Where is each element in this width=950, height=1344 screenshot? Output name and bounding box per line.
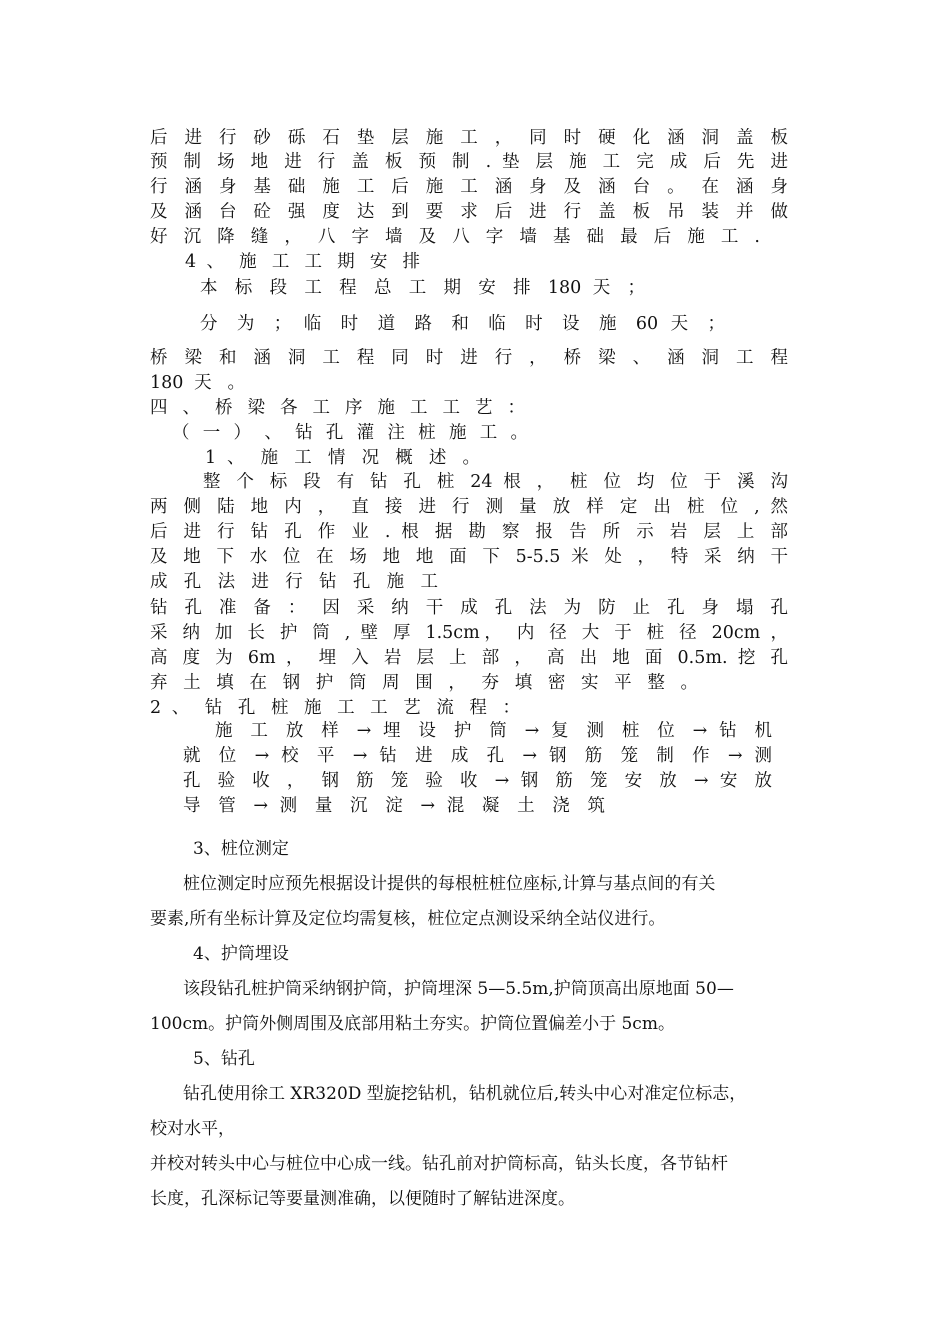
text-line: 高 度 为 6m ， 埋 入 岩 层 上 部 ， 高 出 地 面 0.5m. 挖 孔 bbox=[150, 648, 788, 668]
text-line: 后 进 行 钻 孔 作 业 . 根 据 勘 察 报 告 所 示 岩 层 上 部 bbox=[150, 522, 788, 542]
section-heading: 4、护筒埋设 bbox=[193, 944, 289, 964]
section-heading: 四 、 桥 梁 各 工 序 施 工 工 艺 ： bbox=[150, 398, 525, 418]
text-line: 行 涵 身 基 础 施 工 后 施 工 涵 身 及 涵 台 。 在 涵 身 bbox=[150, 177, 788, 197]
text-line: 分 为 ； 临 时 道 路 和 临 时 设 施 60 天 ； bbox=[200, 314, 725, 334]
text-line: 及 地 下 水 位 在 场 地 地 面 下 5-5.5 米 处 ， 特 采 纳 干 bbox=[150, 547, 788, 567]
text-line: 预 制 场 地 进 行 盖 板 预 制 . 垫 层 施 工 完 成 后 先 进 bbox=[150, 152, 788, 172]
text-line: 钻 孔 准 备 ： 因 采 纳 干 成 孔 法 为 防 止 孔 身 塌 孔 bbox=[150, 598, 788, 618]
text-line: 桥 梁 和 涵 洞 工 程 同 时 进 行 ， 桥 梁 、 涵 洞 工 程 bbox=[150, 348, 788, 368]
flow-line: 导 管 → 测 量 沉 淀 → 混 凝 土 浇 筑 bbox=[183, 796, 605, 816]
flow-line: 孔 验 收 ， 钢 筋 笼 验 收 → 钢 筋 笼 安 放 → 安 放 bbox=[183, 771, 772, 791]
text-line: 整 个 标 段 有 钻 孔 桩 24 根 ， 桩 位 均 位 于 溪 沟 bbox=[203, 472, 788, 492]
section-heading: 3、桩位测定 bbox=[193, 839, 289, 859]
text-line: 采 纳 加 长 护 筒 , 壁 厚 1.5cm， 内 径 大 于 桩 径 20cm ， bbox=[150, 623, 788, 643]
text-line: 180 天 。 bbox=[150, 373, 245, 393]
flow-line: 就 位 → 校 平 → 钻 进 成 孔 → 钢 筋 笼 制 作 → 测 bbox=[183, 746, 772, 766]
text-line: 后 进 行 砂 砾 石 垫 层 施 工 ， 同 时 硬 化 涵 洞 盖 板 bbox=[150, 128, 788, 148]
section-heading: 5、钻孔 bbox=[193, 1049, 255, 1069]
text-line: 两 侧 陆 地 内 ， 直 接 进 行 测 量 放 样 定 出 桩 位 , 然 bbox=[150, 497, 788, 517]
text-line: 桩位测定时应预先根据设计提供的每根桩桩位座标,计算与基点间的有关 bbox=[183, 874, 716, 894]
text-line: 校对水平， bbox=[150, 1119, 235, 1139]
text-line: 100cm。护筒外侧周围及底部用粘土夯实。护筒位置偏差小于 5cm。 bbox=[150, 1014, 675, 1034]
text-line: 该段钻孔桩护筒采纳钢护筒，护筒埋深 5—5.5m,护筒顶高出原地面 50— bbox=[183, 979, 734, 999]
section-heading: 2 、 钻 孔 桩 施 工 工 艺 流 程 ： bbox=[150, 698, 520, 718]
text-line: 弃 土 填 在 钢 护 筒 周 围 ， 夯 填 密 实 平 整 。 bbox=[150, 673, 698, 693]
text-line: 成 孔 法 进 行 钻 孔 施 工 bbox=[150, 572, 438, 592]
section-heading: 1 、 施 工 情 况 概 述 。 bbox=[205, 448, 480, 468]
text-line: 要素,所有坐标计算及定位均需复核，桩位定点测设采纳全站仪进行。 bbox=[150, 909, 666, 929]
text-line: 长度，孔深标记等要量测准确，以便随时了解钻进深度。 bbox=[150, 1189, 575, 1209]
text-line: 并校对转头中心与桩位中心成一线。钻孔前对护筒标高，钻头长度，各节钻杆 bbox=[150, 1154, 728, 1174]
text-line: 好 沉 降 缝 ， 八 字 墙 及 八 字 墙 基 础 最 后 施 工 . bbox=[150, 227, 760, 247]
section-heading: （ 一 ） 、 钻 孔 灌 注 桩 施 工 。 bbox=[172, 423, 528, 443]
text-line: 及 涵 台 砼 强 度 达 到 要 求 后 进 行 盖 板 吊 装 并 做 bbox=[150, 202, 788, 222]
flow-line: 施 工 放 样 → 埋 设 护 筒 → 复 测 桩 位 → 钻 机 bbox=[215, 721, 772, 741]
text-line: 本 标 段 工 程 总 工 期 安 排 180 天 ； bbox=[200, 278, 645, 298]
text-line: 钻孔使用徐工 XR320D 型旋挖钻机，钻机就位后,转头中心对准定位标志， bbox=[183, 1084, 747, 1104]
section-heading: 4 、 施 工 工 期 安 排 bbox=[185, 252, 420, 272]
